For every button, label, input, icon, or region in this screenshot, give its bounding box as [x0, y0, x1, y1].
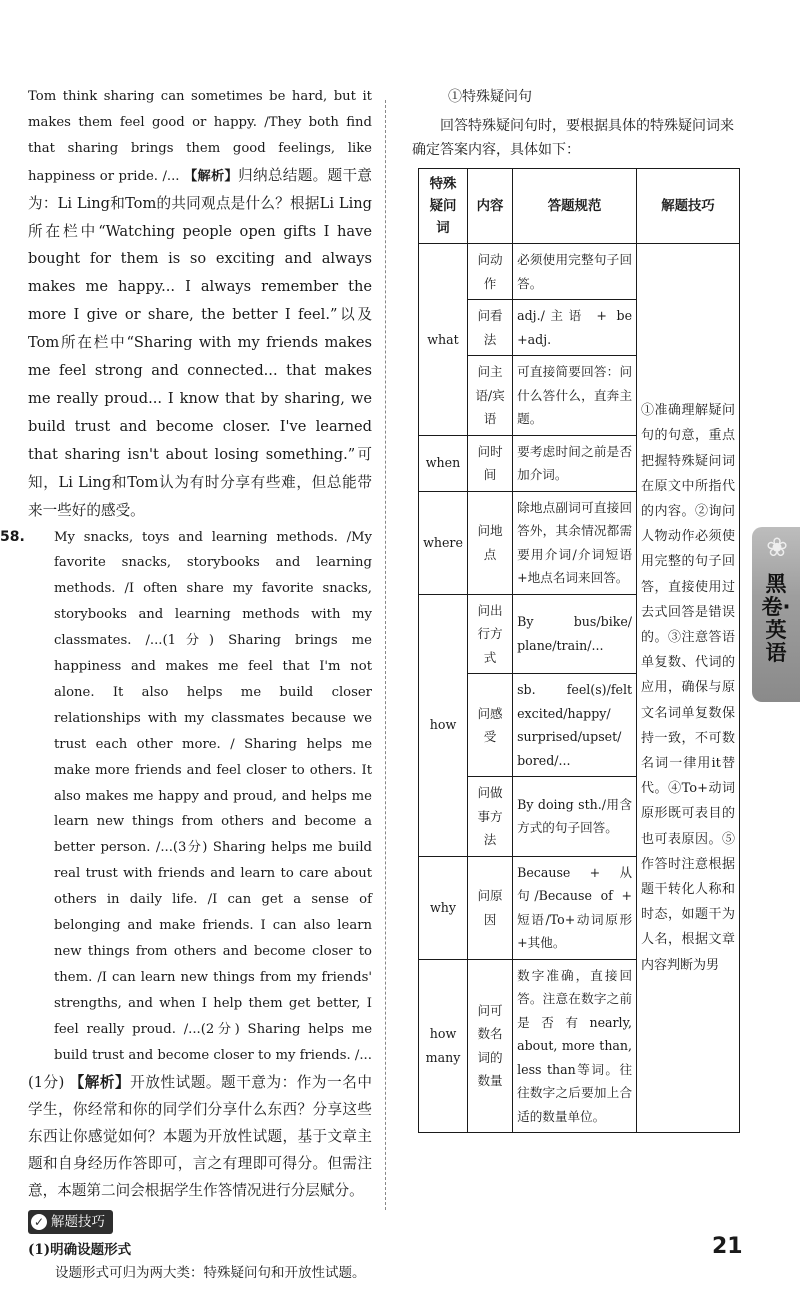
jiexi-tag: 【解析】	[184, 168, 239, 184]
rule-cell: 必须使用完整句子回答。	[513, 244, 637, 300]
rule-cell: By bus/bike/ plane/train/...	[513, 594, 637, 674]
answer-58-text: My snacks, toys and learning methods. /My favorite snacks, storybooks and learning methods. /I often share my favorite snacks, storybooks and learning methods with my classmates. /...(1分) Sharing brings me happiness and makes me feel that I'm not alone. It also helps me build closer relationships with my classmates because we trust each other more. / Sharing helps me make more friends and feel closer to others. It also makes me happy and proud, and helps me learn new things from others and become a better person. /...(3分) Sharing helps me build real trust with friends and learn to care about others in daily life. /I can get a sense of belonging and make friends. I can also learn new things from others and become closer to them. /I can learn new things from my friends' strengths, and when I help them get better, I feel really proud. /...(2分) Sharing helps me build trust and become closer to my friends. /...	[54, 529, 372, 1063]
rule-cell: 除地点副词可直接回答外，其余情况都需要用介词/介词短语+地点名词来回答。	[513, 491, 637, 594]
tips-cell: ①准确理解疑问句的句意，重点把握特殊疑问词在原文中所指代的内容。②询问人物动作必须使用完整的句子回答，直接使用过去式回答是错误的。③注意答语单复数、代词的应用，确保与原文名词单复数保持一致，不可数名词一律用it替代。④To+动词原形既可表目的也可表原因。⑤作答时注意根据题干转化人称和时态，如题干为人名，根据文章内容判断为男	[637, 244, 740, 1133]
flower-icon: ❀	[766, 533, 788, 563]
rule-cell: By doing sth./用含方式的句子回答。	[513, 777, 637, 857]
qw-cell: what	[419, 244, 468, 436]
side-tab-label: 黑卷·英语	[761, 572, 791, 665]
question-number-58: 58.	[0, 528, 25, 545]
rule-cell: adj./主语 + be +adj.	[513, 300, 637, 356]
rule-cell: Because + 从句/Because of + 短语/To+动词原形+其他。	[513, 856, 637, 959]
jiexi-tag: 【解析】	[69, 1073, 131, 1091]
content-cell: 问可数名词的数量	[467, 959, 512, 1133]
sub-body: 设题形式可归为两大类：特殊疑问句和开放性试题。	[55, 1265, 366, 1282]
qw-cell: where	[419, 491, 468, 594]
qw-cell: why	[419, 856, 468, 959]
table-header-row	[419, 169, 740, 244]
analysis-57-text: 归纳总结题。题干意为：Li Ling和Tom的共同观点是什么？根据Li Ling所在栏中“Watching people open gifts I have bought for them is so exciting and always makes me happy... I always remember the more I give or share, the better I feel.”以及Tom所在栏中“Sharing with my friends makes me feel strong and connected... that makes me really proud... I know that by sharing, we build trust and become closer. I've learned that sharing isn't about losing something.”可知，Li Ling和Tom认为有时分享有些难，但总能带来一些好的感受。	[28, 166, 372, 519]
question-word-table	[418, 168, 740, 1133]
section-intro: 回答特殊疑问句时，要根据具体的特殊疑问词来确定答案内容，具体如下：	[412, 118, 734, 158]
content-cell: 问做事方法	[467, 777, 512, 857]
rule-cell: sb. feel(s)/felt excited/happy/ surprised/upset/ bored/...	[513, 674, 637, 777]
left-column	[0, 84, 372, 1286]
content-cell: 问出行方式	[467, 594, 512, 674]
qw-cell: how	[419, 594, 468, 856]
answer-57-text: Tom think sharing can sometimes be hard, but it makes them feel good or happy. /They both find that sharing brings them good feelings, like happiness or pride. /...	[28, 89, 372, 184]
tips-badge-label: 解题技巧	[51, 1213, 105, 1230]
rule-cell: 可直接简要回答：问什么答什么，直奔主题。	[513, 356, 637, 436]
content-cell: 问感受	[467, 674, 512, 777]
page-number: 21	[712, 1234, 743, 1259]
analysis-58-paragraph	[28, 1069, 372, 1204]
table-row	[419, 244, 740, 300]
answer-58-score: (1分)	[28, 1073, 65, 1091]
content-cell: 问动作	[467, 244, 512, 300]
qw-cell: how many	[419, 959, 468, 1133]
header-content: 内容	[467, 169, 512, 244]
analysis-58-text: 开放性试题。题干意为：作为一名中学生，你经常和你的同学们分享什么东西？分享这些东西让你感觉如何？本题为开放性试题，基于文章主题和自身经历作答即可，言之有理即可得分。但需注意，本题第二问会根据学生作答情况进行分层赋分。	[28, 1073, 372, 1199]
side-tab	[752, 527, 800, 702]
content-cell: 问原因	[467, 856, 512, 959]
tips-icon: ✓	[31, 1214, 47, 1230]
header-answer-rule: 答题规范	[513, 169, 637, 244]
content-cell: 问看法	[467, 300, 512, 356]
content-cell: 问地点	[467, 491, 512, 594]
header-tips: 解题技巧	[637, 169, 740, 244]
content-cell: 问时间	[467, 435, 512, 491]
answer-57-paragraph	[28, 84, 372, 525]
right-column	[412, 86, 742, 1133]
rule-cell: 数字准确，直接回答。注意在数字之前是否有nearly, about, more than, less than等词。往往数字之后要加上合适的数量单位。	[513, 959, 637, 1133]
qw-cell: when	[419, 435, 468, 491]
rule-cell: 要考虑时间之前是否加介词。	[513, 435, 637, 491]
tips-badge	[28, 1210, 113, 1234]
content-cell: 问主语/宾语	[467, 356, 512, 436]
sub-heading: (1)明确设题形式	[28, 1242, 132, 1259]
column-divider	[385, 100, 386, 1210]
section-title: ①特殊疑问句	[448, 89, 532, 105]
answer-58-paragraph	[0, 525, 372, 1069]
header-question-word: 特殊疑问词	[419, 169, 468, 244]
